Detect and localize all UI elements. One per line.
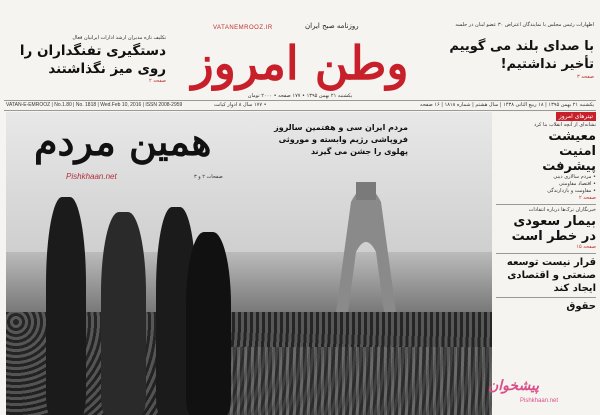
right-teaser[interactable] — [440, 38, 594, 80]
info-bar-right: یکشنبه ۲۱ بهمن ۱۳۹۵ | ۱۸ ربیع الثانی ۱۴۳۸ | سال هشتم | شماره ۱۸۱۸ | ۱۶ صفحه — [420, 102, 594, 108]
left-headline-line-1: دستگیری تفنگداران را — [19, 43, 166, 59]
left-teaser[interactable] — [6, 42, 166, 84]
right-big-6[interactable]: قرار نیست توسعه — [506, 257, 596, 268]
right-big-5[interactable]: در خطر است — [511, 229, 596, 244]
right-big-2[interactable]: امنیت — [559, 144, 596, 159]
section-title: تیترهای امروز — [556, 112, 596, 121]
info-bar — [4, 100, 596, 111]
info-bar-left: VATAN-E-EMROOZ | No.1.80 | No. 1818 | Wed.Feb 10, 2016 | ISSN 2008-2959 — [6, 102, 183, 108]
azadi-tower-icon — [326, 162, 406, 312]
main-photo[interactable] — [6, 112, 492, 415]
right-big-8[interactable]: ایجاد کند — [553, 283, 596, 294]
divider — [496, 297, 596, 298]
protester-figure — [186, 232, 231, 415]
page-ref: صفحه ۲ — [579, 195, 596, 201]
right-big-3[interactable]: پیشرفت — [542, 159, 596, 174]
newspaper-title: وطن امروز — [191, 36, 409, 90]
info-bar-center: • ۱۷۷ سال ۸ ادوار کیانت — [214, 102, 267, 108]
date-line: یکشنبه ۲۱ بهمن ۱۳۹۵ • ۱۷۷ صفحه • ۲۰۰۰ تومان — [247, 93, 353, 99]
right-column — [496, 112, 596, 415]
protester-figure — [46, 197, 86, 415]
bullet-item: • مردم سالاری دینی — [553, 174, 596, 180]
divider — [496, 204, 596, 205]
right-topline: اظهارات رئیس مجلس با نمایندگان اعتراض ۳۰ عضو لبنان در جلسه — [455, 22, 594, 28]
bullet-item: • اقتصاد مقاومتی — [558, 181, 596, 187]
right-big-7[interactable]: صنعتی و اقتصادی — [507, 270, 596, 281]
right-kicker-2: خبرنگاران ترک‌ها درباره انتقادات — [528, 207, 596, 213]
logo-slogan: روزنامه صبح ایران — [305, 22, 359, 30]
right-page-ref: صفحه ۳ — [577, 74, 594, 80]
right-big-1[interactable]: معیشت — [548, 129, 596, 144]
page-ref: صفحات ۲ و ۳ — [194, 174, 223, 180]
left-topline: تکلیف تازه مدیران ارشد ادارات ایرانیان فعال — [72, 35, 166, 41]
watermark: Pishkhaan.net — [66, 172, 117, 181]
right-headline-line-1: با صدای بلند می گوییم — [449, 39, 594, 54]
left-page-ref: صفحه ۲ — [149, 78, 166, 84]
crowd-background — [226, 347, 492, 415]
left-headline-line-2: روی میز نگذاشتند — [48, 61, 166, 77]
page-ref: صفحه ۱۵ — [576, 244, 596, 250]
main-headline[interactable]: همین مردم — [34, 119, 212, 164]
main-subtext: مردم ایران سی و هفتمین سالروز فروپاشی رژیم وابسته و موروثی پهلوی را جشن می گیرند — [274, 123, 408, 156]
bullet-item: • مقاومت و بازدارندگی — [547, 188, 596, 194]
right-big-9[interactable]: حقوق — [566, 301, 596, 312]
right-big-4[interactable]: بیمار سعودی — [513, 214, 596, 229]
logo — [165, 22, 435, 100]
divider — [496, 253, 596, 254]
masthead — [0, 0, 600, 100]
right-kicker-1: نشانه‌ای از آنچه انقلاب بنا کرد — [534, 122, 596, 128]
logo-url: VATANEMROOZ.IR — [213, 25, 273, 31]
right-headline-line-2: تأخیر نداشتیم! — [500, 57, 594, 72]
watermark-bottom-url: Pishkhaan.net — [520, 398, 559, 404]
protester-figure — [101, 212, 146, 415]
watermark-bottom: پیشخوان — [488, 378, 540, 394]
